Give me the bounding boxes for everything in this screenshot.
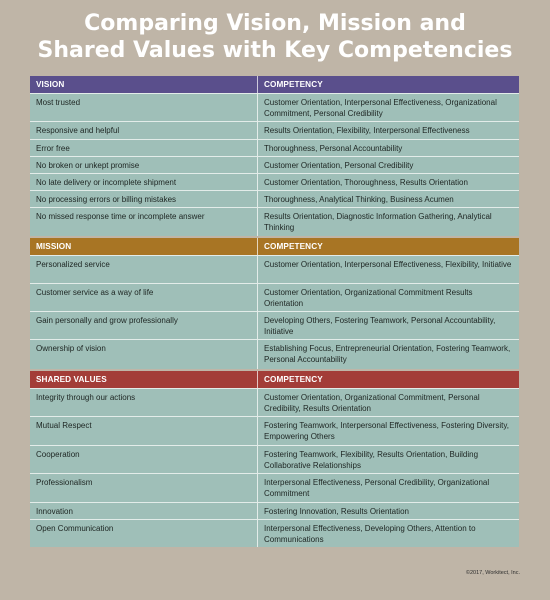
competency-cell: Developing Others, Fostering Teamwork, Personal Accountability, Initiative	[264, 316, 496, 336]
competency-cell: Interpersonal Effectiveness, Developing Others, Attention to Communications	[264, 524, 476, 544]
vision-item: No broken or unkept promise	[30, 157, 258, 173]
mission-item: Personalized service	[30, 256, 258, 283]
mission-header-row	[30, 238, 519, 255]
section-shared-values	[30, 371, 519, 547]
vision-header: VISION	[30, 76, 258, 93]
table-row	[30, 190, 519, 207]
table-row	[30, 473, 519, 502]
competency-cell: Customer Orientation, Interpersonal Effectiveness, Organizational Commitment, Personal Credibility	[264, 98, 497, 118]
vision-item: No missed response time or incomplete answer	[30, 208, 258, 236]
table-row	[30, 255, 519, 283]
vision-item: No late delivery or incomplete shipment	[30, 174, 258, 190]
competency-header: COMPETENCY	[264, 375, 323, 384]
page-title	[0, 10, 550, 64]
vision-item: Responsive and helpful	[30, 122, 258, 139]
vision-item: Most trusted	[30, 94, 258, 121]
competency-cell: Customer Orientation, Personal Credibility	[264, 161, 414, 170]
table-row	[30, 156, 519, 173]
value-item: Cooperation	[30, 446, 258, 473]
competency-cell: Interpersonal Effectiveness, Personal Credibility, Organizational Commitment	[264, 478, 490, 498]
table-row	[30, 388, 519, 416]
competency-cell: Fostering Innovation, Results Orientation	[264, 507, 409, 516]
competency-cell: Establishing Focus, Entrepreneurial Orientation, Fostering Teamwork, Personal Accountability	[264, 344, 511, 364]
title-line-1: Comparing Vision, Mission and	[84, 11, 466, 36]
table-row	[30, 139, 519, 156]
section-mission	[30, 238, 519, 369]
shared-values-header-row	[30, 371, 519, 388]
value-item: Innovation	[30, 503, 258, 519]
table-row	[30, 416, 519, 445]
competency-cell: Thoroughness, Analytical Thinking, Business Acumen	[264, 195, 454, 204]
value-item: Professionalism	[30, 474, 258, 502]
mission-item: Customer service as a way of life	[30, 284, 258, 311]
competency-cell: Customer Orientation, Organizational Commitment, Personal Credibility, Results Orientation	[264, 393, 480, 413]
section-vision	[30, 76, 519, 236]
competency-header: COMPETENCY	[264, 80, 323, 89]
competency-cell: Thoroughness, Personal Accountability	[264, 144, 403, 153]
vision-header-row	[30, 76, 519, 93]
mission-item: Gain personally and grow professionally	[30, 312, 258, 339]
mission-item: Ownership of vision	[30, 340, 258, 369]
competency-cell: Customer Orientation, Organizational Commitment Results Orientation	[264, 288, 473, 308]
competency-cell: Customer Orientation, Thoroughness, Results Orientation	[264, 178, 468, 187]
table-row	[30, 173, 519, 190]
shared-values-header: SHARED VALUES	[30, 371, 258, 388]
competency-cell: Fostering Teamwork, Interpersonal Effectiveness, Fostering Diversity, Empowering Others	[264, 421, 509, 441]
vision-item: No processing errors or billing mistakes	[30, 191, 258, 207]
table-row	[30, 445, 519, 473]
competency-cell: Fostering Teamwork, Flexibility, Results Orientation, Building Collaborative Relationships	[264, 450, 479, 470]
title-line-2: Shared Values with Key Competencies	[37, 38, 513, 63]
table-row	[30, 121, 519, 139]
table-row	[30, 339, 519, 369]
value-item: Open Communication	[30, 520, 258, 547]
competency-cell: Results Orientation, Diagnostic Information Gathering, Analytical Thinking	[264, 212, 492, 232]
table-row	[30, 207, 519, 236]
copyright-notice: ©2017, Workitect, Inc.	[465, 570, 520, 576]
table-row	[30, 93, 519, 121]
mission-header: MISSION	[30, 238, 258, 255]
competency-cell: Results Orientation, Flexibility, Interpersonal Effectiveness	[264, 126, 470, 135]
competency-table	[30, 76, 519, 549]
vision-item: Error free	[30, 140, 258, 156]
table-row	[30, 519, 519, 547]
table-row	[30, 283, 519, 311]
table-row	[30, 311, 519, 339]
competency-header: COMPETENCY	[264, 242, 323, 251]
competency-cell: Customer Orientation, Interpersonal Effectiveness, Flexibility, Initiative	[264, 260, 512, 269]
value-item: Mutual Respect	[30, 417, 258, 445]
value-item: Integrity through our actions	[30, 389, 258, 416]
table-row	[30, 502, 519, 519]
